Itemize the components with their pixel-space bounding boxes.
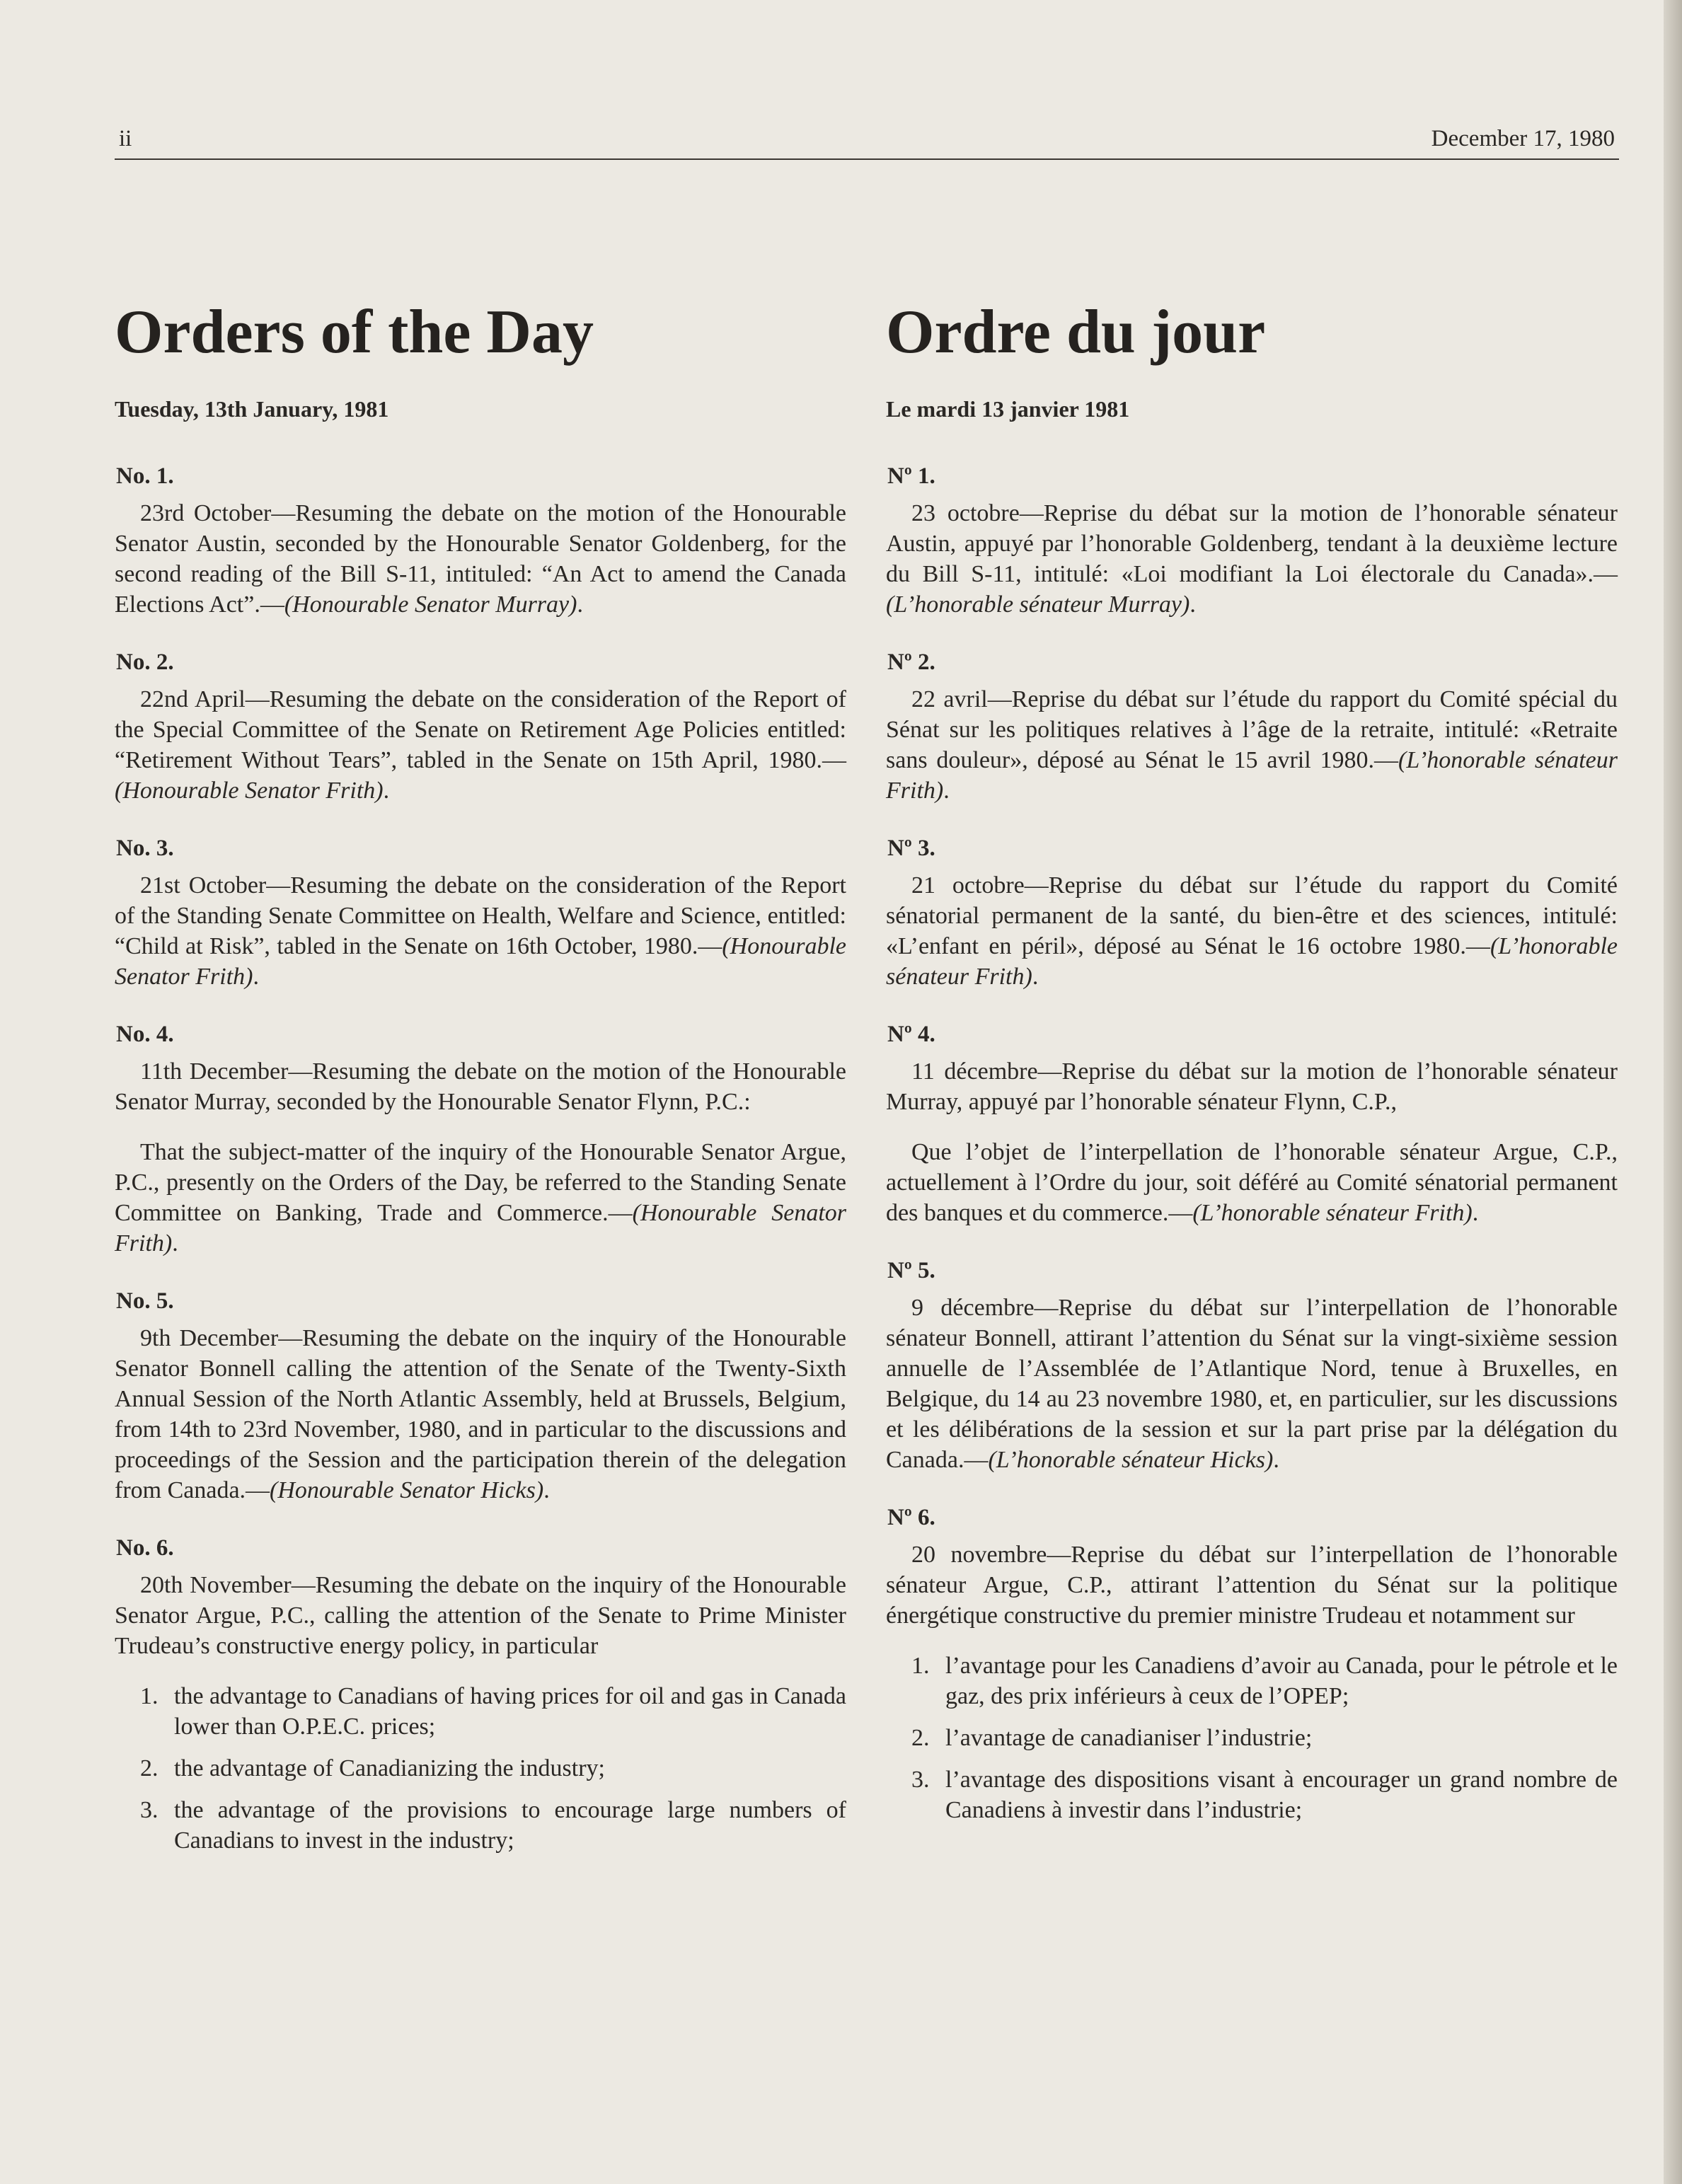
list-item: 1. the advantage to Canadians of having prices for oil and gas in Canada lower than O.P.E.C. prices; bbox=[140, 1683, 846, 1740]
list-item: 1. l’avantage pour les Canadiens d’avoir au Canada, pour le pétrole et le gaz, des prix inférieurs à ceux de l’OPEP; bbox=[911, 1653, 1618, 1709]
sponsor-reference: (L’honorable sénateur Frith) bbox=[886, 933, 1618, 990]
order-item bbox=[886, 1505, 1618, 1825]
order-item bbox=[886, 1258, 1618, 1475]
item-number: No. 6. bbox=[116, 1535, 174, 1561]
item-number: No. 1. bbox=[116, 463, 174, 489]
order-item bbox=[115, 463, 846, 620]
item-text: 11 décembre—Reprise du débat sur la motion de l’honorable sénateur Murray, appuyé par l’honorable sénateur Flynn, C.P., bbox=[886, 1058, 1618, 1115]
order-item bbox=[115, 649, 846, 806]
item-text: 21 octobre—Reprise du débat sur l’étude du rapport du Comité sénatorial permanent de la santé, du bien-être et des sciences, intitulé: «L’enfant en péril», déposé au Sénat le 16 octobre 1980.—(L’honorable sénateur Frith). bbox=[886, 872, 1618, 990]
sitting-date-english: Tuesday, 13th January, 1981 bbox=[115, 396, 389, 422]
item-number: No. 5. bbox=[116, 1288, 174, 1314]
item-number: Nº 6. bbox=[887, 1505, 935, 1530]
item-text: 23 octobre—Reprise du débat sur la motion de l’honorable sénateur Austin, appuyé par l’honorable Goldenberg, tendant à la deuxième lecture du Bill S-11, intitulé: «Loi modifiant la Loi électorale du Canada».—(L’honorable sénateur Murray). bbox=[886, 500, 1618, 618]
item-text: 21st October—Resuming the debate on the consideration of the Report of the Standing Senate Committee on Health, Welfare and Science, entitled: “Child at Risk”, tabled in the Senate on 16th October, 1980.—(Honourable Senator Frith). bbox=[115, 872, 846, 990]
page-title-french: Ordre du jour bbox=[886, 298, 1266, 366]
item-number: No. 2. bbox=[116, 649, 174, 675]
sponsor-reference: (L’honorable sénateur Hicks) bbox=[988, 1447, 1274, 1473]
numbered-list bbox=[886, 1651, 1618, 1825]
order-item bbox=[115, 1022, 846, 1259]
header-date: December 17, 1980 bbox=[1431, 126, 1615, 151]
item-number: Nº 5. bbox=[887, 1258, 935, 1283]
order-item bbox=[115, 1288, 846, 1506]
item-text: 22 avril—Reprise du débat sur l’étude du rapport du Comité spécial du Sénat sur les politiques relatives à l’âge de la retraite, intitulé: «Retraite sans douleur», déposé au Sénat le 15 avril 1980.—(L’honorable sénateur Frith). bbox=[886, 686, 1618, 804]
sponsor-reference: (Honourable Senator Frith) bbox=[115, 1200, 846, 1256]
sponsor-reference: (Honourable Senator Frith) bbox=[115, 933, 846, 990]
sponsor-reference: (Honourable Senator Hicks) bbox=[270, 1477, 544, 1503]
order-item bbox=[115, 1535, 846, 1856]
item-number: Nº 4. bbox=[887, 1022, 935, 1047]
order-item bbox=[886, 1022, 1618, 1228]
sponsor-reference: (Honourable Senator Murray) bbox=[284, 591, 577, 618]
item-text: 22nd April—Resuming the debate on the consideration of the Report of the Special Committee of the Senate on Retirement Age Policies entitled: “Retirement Without Tears”, tabled in the Senate on 15th April, 1980.—(Honourable Senator Frith). bbox=[115, 686, 846, 804]
list-item: 3. l’avantage des dispositions visant à encourager un grand nombre de Canadiens à investir dans l’industrie; bbox=[911, 1767, 1618, 1823]
sitting-date-french: Le mardi 13 janvier 1981 bbox=[886, 396, 1130, 422]
sponsor-reference: (Honourable Senator Frith) bbox=[115, 778, 384, 804]
page-edge-shadow bbox=[1664, 0, 1682, 2184]
motion-text: Que l’objet de l’interpellation de l’honorable sénateur Argue, C.P., actuellement à l’Ordre du jour, soit déféré au Comité sénatorial permanent des banques et du commerce.—(L’honorable sénateur Frith). bbox=[886, 1139, 1618, 1226]
page-header bbox=[115, 122, 1619, 160]
order-item bbox=[115, 836, 846, 992]
order-item bbox=[886, 836, 1618, 992]
sponsor-reference: (L’honorable sénateur Murray) bbox=[886, 591, 1190, 618]
item-text: 23rd October—Resuming the debate on the motion of the Honourable Senator Austin, seconded by the Honourable Senator Goldenberg, for the second reading of the Bill S-11, intituled: “An Act to amend the Canada Elections Act”.—(Honourable Senator Murray). bbox=[115, 500, 846, 618]
sponsor-reference: (L’honorable sénateur Frith) bbox=[1192, 1200, 1473, 1226]
page-number: ii bbox=[119, 126, 132, 151]
list-item: 2. l’avantage de canadianiser l’industrie; bbox=[911, 1725, 1313, 1751]
numbered-list bbox=[115, 1681, 846, 1856]
french-column bbox=[886, 297, 1618, 1855]
item-number: Nº 1. bbox=[887, 463, 935, 489]
item-text: 9th December—Resuming the debate on the inquiry of the Honourable Senator Bonnell calling the attention of the Senate of the Twenty-Sixth Annual Session of the North Atlantic Assembly, held at Brussels, Belgium, from 14th to 23rd November, 1980, and in particular to the discussions and proceedings of the Session and the participation therein of the delegation from Canada.—(Honourable Senator Hicks). bbox=[115, 1325, 846, 1503]
item-number: No. 3. bbox=[116, 836, 174, 861]
list-item: 3. the advantage of the provisions to encourage large numbers of Canadians to invest in the industry; bbox=[140, 1797, 846, 1854]
item-number: Nº 3. bbox=[887, 836, 935, 861]
item-text: 20th November—Resuming the debate on the inquiry of the Honourable Senator Argue, P.C., calling the attention of the Senate to Prime Minister Trudeau’s constructive energy policy, in particular bbox=[115, 1572, 846, 1659]
order-item bbox=[886, 649, 1618, 806]
sponsor-reference: (L’honorable sénateur Frith) bbox=[886, 747, 1618, 804]
item-number: No. 4. bbox=[116, 1022, 174, 1047]
order-item bbox=[886, 463, 1618, 620]
item-text: 20 novembre—Reprise du débat sur l’interpellation de l’honorable sénateur Argue, C.P., attirant l’attention du Sénat sur la politique énergétique constructive du premier ministre Trudeau et notamment sur bbox=[886, 1542, 1618, 1629]
motion-text: That the subject-matter of the inquiry of the Honourable Senator Argue, P.C., presently on the Orders of the Day, be referred to the Standing Senate Committee on Banking, Trade and Commerce.—(Honourable Senator Frith). bbox=[115, 1139, 846, 1256]
item-number: Nº 2. bbox=[887, 649, 935, 675]
item-text: 9 décembre—Reprise du débat sur l’interpellation de l’honorable sénateur Bonnell, attirant l’attention du Sénat sur la vingt-sixième session annuelle de l’Assemblée de l’Atlantique Nord, tenue à Bruxelles, en Belgique, du 14 au 23 novembre 1980, et, en particulier, sur les discussions et les délibérations de la session et sur la part prise par la délégation du Canada.—(L’honorable sénateur Hicks). bbox=[886, 1295, 1618, 1473]
item-text: 11th December—Resuming the debate on the motion of the Honourable Senator Murray, seconded by the Honourable Senator Flynn, P.C.: bbox=[115, 1058, 846, 1115]
page-title-english: Orders of the Day bbox=[115, 298, 594, 366]
list-item: 2. the advantage of Canadianizing the industry; bbox=[140, 1755, 605, 1781]
english-column bbox=[115, 297, 846, 1885]
